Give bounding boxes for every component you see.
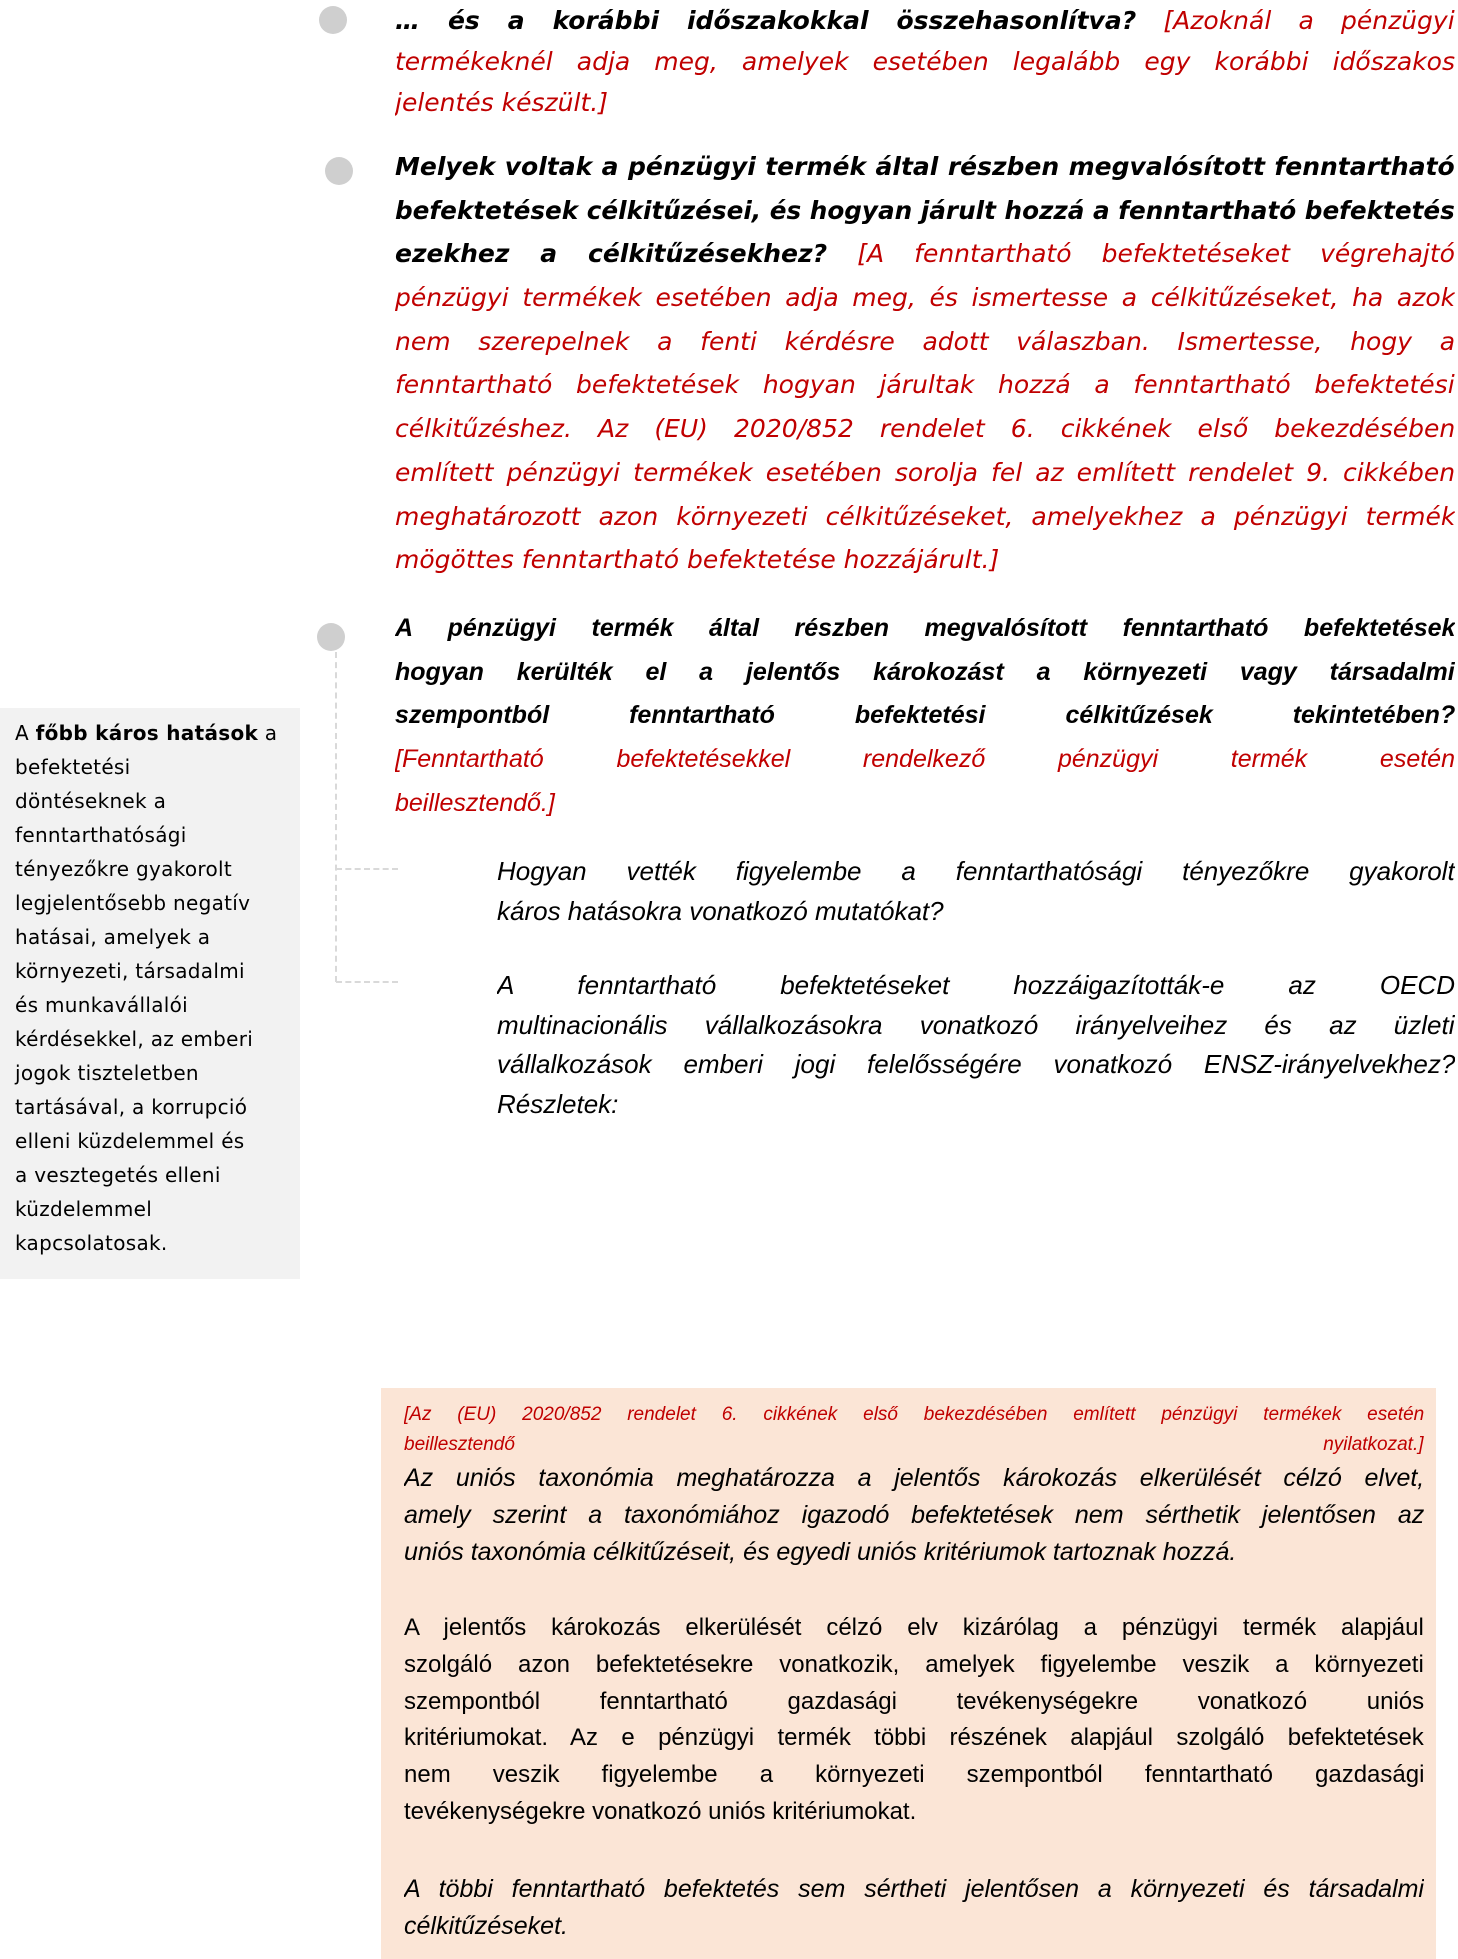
question-line <box>395 363 1455 407</box>
definition-line: tényezőkre gyakorolt <box>15 857 233 881</box>
instruction-text: beillesztendő nyilatkozat.] <box>404 1434 1424 1455</box>
instruction-text: pénzügyi termékek esetében adja meg, és ismertesse a célkitűzéseket, ha azok <box>395 283 1455 313</box>
connector-branch <box>336 868 398 870</box>
question-line <box>395 145 1455 189</box>
paragraph-line <box>404 1794 1424 1831</box>
paragraph-text: amely szerint a taxonómiához igazodó befektetések nem sérthetik jelentősen az <box>404 1500 1424 1529</box>
sub-question-text: multinacionális vállalkozásokra vonatkozó irányelveihez és az üzleti <box>497 1009 1455 1040</box>
taxonomy-paragraph-2 <box>404 1610 1424 1831</box>
definition-text-part: a <box>258 721 278 745</box>
instruction-text: mögöttes fenntartható befektetése hozzájárult.] <box>395 545 1000 575</box>
instruction-text: [Az (EU) 2020/852 rendelet 6. cikkének első bekezdésében említett pénzügyi termékek esetén <box>404 1404 1424 1425</box>
question-text: Melyek voltak a pénzügyi termék által részben megvalósított fenntartható <box>395 152 1455 181</box>
instruction-text: említett pénzügyi termékek esetében sorolja fel az említett rendelet 9. cikkében <box>395 457 1455 487</box>
sub-question-text: vállalkozások emberi jogi felelősségére vonatkozó ENSZ-irányelvekhez? <box>497 1049 1455 1079</box>
paragraph-line <box>404 1908 1424 1945</box>
taxonomy-paragraph-1 <box>404 1460 1424 1570</box>
question-text: befektetések célkitűzései, és hogyan járult hozzá a fenntartható befektetés <box>395 195 1455 225</box>
definition-line: fenntarthatósági <box>15 823 187 847</box>
question-line <box>395 538 1455 582</box>
question-text: ezekhez a célkitűzésekhez? <box>395 239 828 269</box>
question-line <box>395 276 1455 320</box>
paragraph-line <box>404 1534 1424 1571</box>
instruction-text: fenntartható befektetések hogyan járultak hozzá a fenntartható befektetési <box>395 370 1455 400</box>
bullet-icon <box>319 6 347 34</box>
sub-question-line <box>497 1085 1455 1125</box>
definition-line: kapcsolatosak. <box>15 1231 168 1255</box>
definition-line: döntéseknek a <box>15 789 167 813</box>
definition-line: hatásai, amelyek a <box>15 925 211 949</box>
question-text: hogyan kerülték el a jelentős károkozást a környezeti vagy társadalmi <box>395 657 1455 686</box>
definition-line: befektetési <box>15 755 131 779</box>
paragraph-line <box>404 1684 1424 1721</box>
taxonomy-paragraph-3 <box>404 1871 1424 1945</box>
paragraph-text: célkitűzéseket. <box>404 1911 568 1940</box>
question-text: … és a korábbi időszakokkal összehasonlítva? <box>395 6 1137 35</box>
question-line <box>395 189 1455 233</box>
definition-line: kérdésekkel, az emberi <box>15 1027 254 1051</box>
instruction-line <box>404 1400 1424 1430</box>
question-line <box>395 738 1455 782</box>
sub-question-text: káros hatásokra vonatkozó mutatókat? <box>497 895 944 926</box>
sub-question-line <box>497 852 1455 892</box>
sub-question-oecd-alignment <box>497 966 1455 1124</box>
question-line <box>395 607 1455 651</box>
definition-line: a vesztegetés elleni <box>15 1163 221 1187</box>
paragraph-line <box>404 1647 1424 1684</box>
paragraph-line <box>404 1460 1424 1497</box>
definition-line: legjelentősebb negatív <box>15 891 251 915</box>
paragraph-text: kritériumokat. Az e pénzügyi termék többi részének alapjául szolgáló befektetések <box>404 1724 1424 1752</box>
question-comparison-previous-periods <box>395 0 1455 123</box>
sub-question-text: Részletek: <box>497 1088 619 1119</box>
connector-line <box>335 652 337 982</box>
instruction-text: [A fenntartható befektetéseket végrehajtó <box>827 239 1455 269</box>
sub-question-line <box>497 1006 1455 1046</box>
sub-question-line <box>497 1045 1455 1085</box>
instruction-text: [Fenntartható befektetésekkel rendelkező pénzügyi termék esetén <box>395 745 1455 774</box>
connector-branch <box>336 981 398 983</box>
question-line <box>395 495 1455 539</box>
question-line <box>395 232 1455 276</box>
instruction-text: termékeknél adja meg, amelyek esetében legalább egy korábbi időszakos <box>395 47 1455 76</box>
definition-text <box>15 716 295 1260</box>
question-line <box>395 320 1455 364</box>
bullet-icon <box>317 623 345 651</box>
paragraph-line <box>404 1610 1424 1647</box>
definition-line <box>15 716 295 750</box>
sidebar-definition-note <box>0 708 300 1279</box>
paragraph-line <box>404 1871 1424 1908</box>
instruction-text: nem szerepelnek a fenti kérdésre adott válaszban. Ismertesse, hogy a <box>395 326 1455 356</box>
definition-text-part: A <box>15 721 36 745</box>
sub-question-line <box>497 966 1455 1006</box>
question-text: szempontból fenntartható befektetési célkitűzések tekintetében? <box>395 701 1455 730</box>
sub-question-line <box>497 892 1455 932</box>
paragraph-line <box>404 1720 1424 1757</box>
question-sustainable-objectives <box>395 145 1455 582</box>
taxonomy-instruction <box>404 1400 1424 1460</box>
paragraph-text: uniós taxonómia célkitűzéseit, és egyedi uniós kritériumok tartoznak hozzá. <box>404 1537 1237 1566</box>
paragraph-text: tevékenységekre vonatkozó uniós kritériumokat. <box>404 1797 917 1825</box>
question-line <box>395 0 1455 41</box>
definition-line: elleni küzdelemmel és <box>15 1129 245 1153</box>
question-line <box>395 82 1455 123</box>
instruction-text: célkitűzéshez. Az (EU) 2020/852 rendelet 6. cikkének első bekezdésében <box>395 414 1455 444</box>
question-line <box>395 782 1455 826</box>
sub-question-adverse-impact-indicators <box>497 852 1455 931</box>
paragraph-line <box>404 1757 1424 1794</box>
definition-line: környezeti, társadalmi <box>15 959 245 983</box>
sub-question-text: Hogyan vették figyelembe a fenntarthatósági tényezőkre gyakorolt <box>497 856 1455 886</box>
question-do-no-significant-harm <box>395 607 1455 825</box>
sub-question-text: A fenntartható befektetéseket hozzáigazították-e az OECD <box>497 970 1455 1000</box>
instruction-text: jelentés készült.] <box>395 88 608 117</box>
paragraph-text: Az uniós taxonómia meghatározza a jelentős károkozás elkerülését célzó elvet, <box>404 1464 1424 1492</box>
definition-term: főbb káros hatások <box>35 721 259 745</box>
definition-line: és munkavállalói <box>15 993 189 1017</box>
question-text: A pénzügyi termék által részben megvalósított fenntartható befektetések <box>395 614 1455 642</box>
question-line <box>395 451 1455 495</box>
paragraph-text: szempontból fenntartható gazdasági tevékenységekre vonatkozó uniós <box>404 1687 1424 1715</box>
taxonomy-statement-box <box>381 1388 1436 1959</box>
definition-line: jogok tiszteletben <box>15 1061 199 1085</box>
paragraph-text: szolgáló azon befektetésekre vonatkozik, amelyek figyelembe veszik a környezeti <box>404 1650 1424 1678</box>
paragraph-text: nem veszik figyelembe a környezeti szempontból fenntartható gazdasági <box>404 1761 1424 1789</box>
instruction-text: beillesztendő.] <box>395 788 555 817</box>
question-line <box>395 41 1455 82</box>
instruction-text: meghatározott azon környezeti célkitűzéseket, amelyekhez a pénzügyi termék <box>395 501 1455 531</box>
paragraph-text: A többi fenntartható befektetés sem sértheti jelentősen a környezeti és társadalmi <box>404 1875 1424 1903</box>
paragraph-text: A jelentős károkozás elkerülését célzó elv kizárólag a pénzügyi termék alapjául <box>404 1614 1424 1641</box>
instruction-text: [Azoknál a pénzügyi <box>1136 6 1455 35</box>
definition-line: tartásával, a korrupció <box>15 1095 248 1119</box>
definition-line: küzdelemmel <box>15 1197 153 1221</box>
bullet-icon <box>325 157 353 185</box>
question-line <box>395 651 1455 695</box>
paragraph-line <box>404 1497 1424 1534</box>
question-line <box>395 407 1455 451</box>
instruction-line <box>404 1430 1424 1460</box>
question-line <box>395 694 1455 738</box>
